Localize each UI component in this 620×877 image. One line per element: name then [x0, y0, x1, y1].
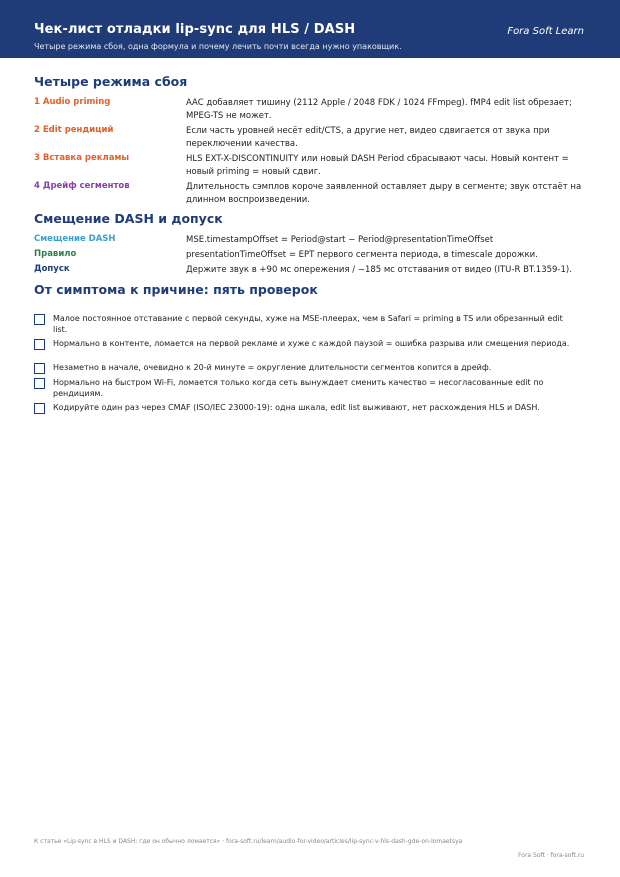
checkbox-icon[interactable] [34, 363, 45, 374]
checkbox-icon[interactable] [34, 339, 45, 350]
checklist-item-text: Незаметно в начале, очевидно к 20-й минуте = округление длительности сегментов копится в дрейф. [53, 363, 492, 372]
checklist-item-text: Нормально в контенте, ломается на первой рекламе и хуже с каждой паузой = ошибка разрыва или смещения периода. [53, 339, 570, 348]
checklist-item-text: Малое постоянное отставание с первой секунды, хуже на MSE-плеерах, чем в Safari = priming в TS или обрезанный edit list. [53, 314, 563, 334]
failure-mode-text: AAC добавляет тишину (2112 Apple / 2048 FDK / 1024 FFmpeg). fMP4 edit list обрезает; MPEG-TS не может. [186, 98, 572, 121]
failure-mode-text: Если часть уровней несёт edit/CTS, а другие нет, видео сдвигается от звука при переключении качества. [186, 126, 550, 149]
checkbox-icon[interactable] [34, 403, 45, 414]
dash-rule-text: presentationTimeOffset = EPT первого сегмента периода, в timescale дорожки. [186, 250, 538, 260]
checkbox-icon[interactable] [34, 378, 45, 389]
failure-mode-text: HLS EXT-X-DISCONTINUITY или новый DASH Period сбрасывают часы. Новый контент = новый priming = новый сдвиг. [186, 154, 569, 177]
checklist-item-text: Нормально на быстром Wi-Fi, ломается только когда сеть вынуждает сменить качество = несогласованные edit по рендициям. [53, 378, 544, 398]
page-header [0, 0, 620, 58]
failure-mode-label: 1 Audio priming [34, 97, 111, 107]
dash-rule-label: Правило [34, 249, 77, 259]
failure-mode-text: Длительность сэмплов короче заявленной оставляет дыру в сегменте; звук отстаёт на длинном воспроизведении. [186, 182, 582, 205]
dash-offset-label: Смещение DASH [34, 234, 116, 244]
section-heading-dash-offset: Смещение DASH и допуск [34, 211, 223, 226]
checklist-item-text: Кодируйте один раз через CMAF (ISO/IEC 23000-19): одна шкала, edit list выживают, нет расхождения HLS и DASH. [53, 403, 540, 412]
tolerance-label: Допуск [34, 264, 70, 274]
page-subtitle: Четыре режима сбоя, одна формула и почему лечить почти всегда нужно упаковщик. [34, 42, 402, 51]
checkbox-icon[interactable] [34, 314, 45, 325]
page-title: Чек-лист отладки lip-sync для HLS / DASH [34, 22, 356, 37]
section-heading-failure-modes: Четыре режима сбоя [34, 74, 188, 89]
tolerance-text: Держите звук в +90 мс опережения / −185 мс отставания от видео (ITU-R BT.1359-1). [186, 265, 572, 275]
failure-mode-label: 3 Вставка рекламы [34, 153, 130, 163]
footer-source-link[interactable]: К статье «Lip-sync в HLS и DASH: где он обычно ломается» · fora-soft.ru/learn/audio-for-video/articles/lip-sync-v-hls-dash-gde-on-lomaetsya [34, 838, 463, 845]
section-heading-five-checks: От симптома к причине: пять проверок [34, 282, 318, 297]
failure-mode-label: 2 Edit рендиций [34, 125, 114, 135]
failure-mode-label: 4 Дрейф сегментов [34, 181, 130, 191]
brand-name: Fora Soft Learn [507, 26, 584, 37]
dash-offset-formula: MSE.timestampOffset = Period@start − Period@presentationTimeOffset [186, 235, 494, 245]
footer-brand[interactable]: Fora Soft · fora-soft.ru [518, 852, 584, 859]
